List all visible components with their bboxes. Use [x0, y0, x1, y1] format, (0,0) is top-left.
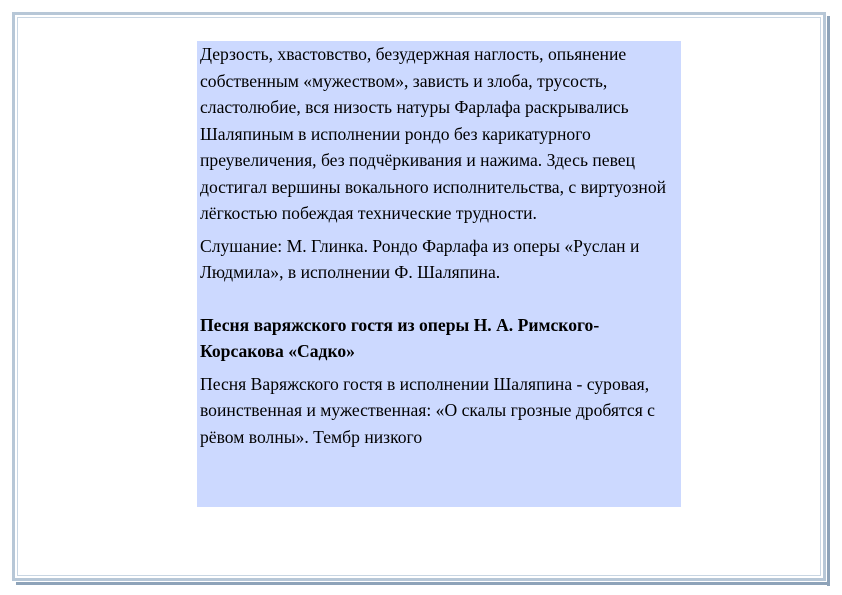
heading-varangian-song: Песня варяжского гостя из оперы Н. А. Римского-Корсакова «Садко»	[200, 314, 600, 361]
slide-text-block	[197, 41, 681, 507]
paragraph-varangian-description: Песня Варяжского гостя в исполнении Шаляпина - суровая, воинственная и мужественная: «О скалы грозные дробятся с рёвом волны». Тембр низкого	[200, 373, 655, 447]
paragraph-farlaf-description: Дерзость, хвастовство, безудержная наглость, опьянение собственным «мужеством», зависть и злоба, трусость, сластолюбие, вся низость натуры Фарлафа раскрывались Шаляпиным в исполнении рондо без карикатурного преувеличения, без подчёркивания и нажима. Здесь певец достигал вершины вокального исполнительства, с виртуозной лёгкостью побеждая технические трудности.	[200, 44, 667, 223]
paragraph-listening: Слушание: М. Глинка. Рондо Фарлафа из оперы «Руслан и Людмила», в исполнении Ф. Шаляпина.	[200, 235, 640, 282]
slide-frame-shadow-bottom	[16, 582, 830, 585]
slide-frame-shadow-right	[827, 16, 830, 586]
